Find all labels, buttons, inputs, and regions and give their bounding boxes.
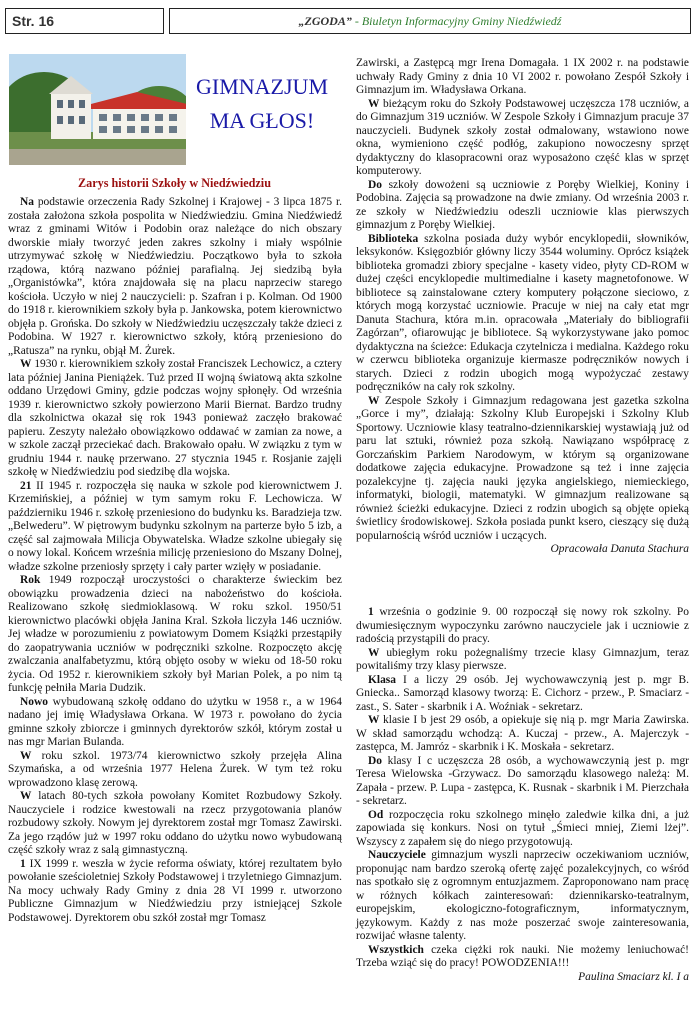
signature: Paulina Smaciarz kl. I a bbox=[578, 970, 689, 983]
paragraph: 21 II 1945 r. rozpoczęła się nauka w szkole pod kierownictwem J. Krzemińskiej, a później w tym samym roku F. Lechowicza. W październiku 1946 r. szkołę przeniesiono do budynku ks. Baradzieja tzw. „Belwederu”. W piętrowym budynku szkolnym na parterze było 5 izb, a część sal zajmowała Milicja Obywatelska. Władze szkolne ubiegały się o nowy lokal. Końcem września milicję przeniesiono do Mszany Dolnej, władze szkolne przeniosły sprzęty i cały parter wzięły w posiadanie. bbox=[8, 479, 342, 573]
paragraph: W Zespole Szkoły i Gimnazjum redagowana jest gazetka szkolna „Gorce i my”, działają: Szkolny Klub Europejski i Szkolny Klub Sportowy. Uczniowie klasy teatralno-dziennikarskiej wystawiają już od paru lat sztuki, również poza szkołą. Nawiązano współpracę z Gorczańskim Parkiem Narodowym, w którym są organizowane dodatkowe zajęcia edukacyjne. Prowadzone są też i inne zajęcia pozalekcyjne tj. zajęcia nauki języka angielskiego, niemieckiego, informatyki, biologii, matematyki. W gimnazjum realizowane są również ścieżki edukacyjne. Dzieci z rodzin ubogich są objęte opieką świetlicy środowiskowej. Szkoła posiada punkt ksero, cieszący się dużą popularnością wśród uczniów i uczących. bbox=[356, 394, 689, 542]
bulletin-header bbox=[169, 8, 691, 34]
headline-line-1: GIMNAZJUM bbox=[196, 74, 328, 99]
bulletin-title bbox=[170, 14, 690, 29]
paragraph: W ubiegłym roku pożegnaliśmy trzecie klasy Gimnazjum, teraz powitaliśmy trzy klasy pierwsze. bbox=[356, 646, 689, 672]
paragraph: W latach 80-tych szkoła powołany Komitet Rozbudowy Szkoły. Nauczyciele i rodzice kwestowali na rzecz przygotowania planów rozbudowy szkoły. Nowym jej dyrektorem został mgr Tomasz Zawirski. Za jego rządów już w 1997 roku oddano do użytku nowo wybudowaną część szkoły wraz z salą gimnastyczną. bbox=[8, 790, 342, 856]
paragraph: 1 września o godzinie 9. 00 rozpoczął się nowy rok szkolny. Po dwumiesięcznym wypoczynku zarówno nauczyciele jak i uczniowie z radością przystąpili do pracy. bbox=[356, 606, 689, 645]
paragraph: Na podstawie orzeczenia Rady Szkolnej i Krajowej - 3 lipca 1875 r. została założona szkoła pospolita w Niedźwiedziu. Gmina Niedźwiedź wraz z gminami Witów i Podobin oraz należące do nich obszary dworskie miały tworzyć jeden zakres szkolny i miały wspólnie utrzymywać szkołę w Niedźwiedziu. Początkowo była to szkoła rządowa, którą nazwano później parafialną. Jej siedzibą była „Organistówka”, która znajdowała się na placu naprzeciw starego kościoła. Uczyło w niej 2 nauczycieli: p. Szafran i p. Kolman. Od 1900 do 1918 r. kierownikiem szkoły była p. Jankowska, potem kierownictwo objęła p. Grońska. Do szkoły w Niedźwiedziu uczęszczały także dzieci z Podobina. W 1927 r. kierownictwo szkoły, którą przeniesiono do „Ratusza” na rynku, objął M. Żurek. bbox=[8, 196, 342, 357]
paragraph: Do szkoły dowożeni są uczniowie z Poręby Wielkiej, Koniny i Podobina. Zajęcia są prowadzone na dwie zmiany. Od września 2003 r. ze szkoły w Niedźwiedziu odeszli uczniowie klas pierwszych gimnazjum z Poręby Wielkiej. bbox=[356, 178, 689, 231]
paragraph: Do klasy I c uczęszcza 28 osób, a wychowawczynią jest p. mgr Teresa Wielowska -Grzywacz. Do samorządu klasowego należą: M. Zapała - przew. P. Lupa - zastępca, K. Rusnak - skarbnik i M. Pierzchała - sekretarz. bbox=[356, 754, 689, 807]
signature: Opracowała Danuta Stachura bbox=[550, 543, 689, 555]
paragraph: Wszystkich czeka ciężki rok nauki. Nie możemy leniuchować! Trzeba wziąć się do pracy! POWODZENIA!!! bbox=[356, 943, 689, 969]
left-column bbox=[8, 196, 342, 925]
bulletin-name: „ZGODA” bbox=[298, 14, 352, 28]
paragraph: Zawirski, a Zastępcą mgr Irena Domagała. 1 IX 2002 r. na podstawie uchwały Rady Gminy z dnia 10 VI 2002 r. powołano Zespół Szkoły i Gimnazjum im. Władysława Orkana. bbox=[356, 57, 689, 96]
paragraph: W klasie I b jest 29 osób, a opiekuje się nią p. mgr Maria Zawirska. W skład samorządu wchodzą: A. Kuczaj - przew., A. Majerczyk - zastępca, M. Jamróz - skarbnik i K. Moskała - sekretarz. bbox=[356, 714, 689, 753]
right-column bbox=[356, 57, 689, 557]
headline-line-2: MA GŁOS! bbox=[209, 108, 315, 134]
school-building-illustration bbox=[9, 54, 186, 165]
paragraph: Nowo wybudowaną szkołę oddano do użytku w 1958 r., a w 1964 nadano jej imię Władysława Orkana. W 1973 r. powołano do życia gminne szkoły zbiorcze i gminnych dyrektorów szkół, którym został u nas mgr Marian Bulanda. bbox=[8, 695, 342, 748]
school-photo bbox=[9, 54, 186, 165]
paragraph: Klasa I a liczy 29 osób. Jej wychowawczynią jest p. mgr B. Gniecka.. Samorząd klasowy tworzą: E. Cichorz - przew., P. Smaciarz - zast., S. Sater - skarbnik i A. Woźniak - sekretarz. bbox=[356, 673, 689, 713]
paragraph: W roku szkol. 1973/74 kierownictwo szkoły przejęła Alina Szymańska, a od września 1977 Helena Żurek. W tym też roku wprowadzono klasę zerową. bbox=[8, 749, 342, 789]
paragraph: W 1930 r. kierownikiem szkoły został Franciszek Lechowicz, a cztery lata później Janina Pieniążek. Tuż przed II wojną światową akta szkolne oddano Urzędowi Gminy, gdzie podczas wojny spłonęły. Od września 1939 r. kierownictwo szkoły powierzono Marii Biernat. Bardzo trudny dla szkolnictwa okazał się rok 1943 ponieważ zaczęło brakować papieru. Zeszyty należało obowiązkowo oddawać w zamian za nowe, a w szkole zaczął przeciekać dach. Brakowało opału. W związku z tym w grudniu 1944 r. naukę przerwano. 27 stycznia 1945 r. Rosjanie zajęli szkołę w Niedźwiedziu pod siedzibę dla wojska. bbox=[8, 358, 342, 478]
paragraph: Od rozpoczęcia roku szkolnego minęło zaledwie kilka dni, a już zapowiada się konkurs. Nosi on tytuł „Śmieci mniej, Ziemi lżej”. Wszyscy z zapałem się do niego przygotowują. bbox=[356, 808, 689, 848]
headline bbox=[188, 70, 336, 138]
paragraph: Nauczyciele gimnazjum wyszli naprzeciw oczekiwaniom uczniów, proponując nam bardzo szeroką ofertę zajęć pozalekcyjnych, co wśród nas spotkało się z ogromnym entuzjazmem. Zaproponowano nam pracę w różnych kółkach zainteresowań: dziennikarsko-teatralnym, europejskim, ekologiczno-fotograficznym, informatycznym, językowym. Każdy z nas może poszerzać swoje zainteresowania, rozwijać własne talenty. bbox=[356, 849, 689, 942]
paragraph: 1 IX 1999 r. weszła w życie reforma oświaty, której rezultatem było powołanie sześcioletniej Szkoły Podstawowej i trzyletniego Gimnazjum. Na mocy uchwały Rady Gminy z dnia 28 VI 1999 r. utworzono Publiczne Gimnazjum w Niedźwiedziu przy istniejącej Szkole Podstawowej. Dyrektorem obu szkół został mgr Tomasz bbox=[8, 857, 342, 924]
paragraph: Rok 1949 rozpoczął uroczystości o charakterze świeckim bez obowiązku prowadzenia dzieci na nabożeństwo do kościoła. Realizowano szkołę siedmioklasową. W roku szkol. 1950/51 kierownictwo placówki objęła Janina Kral. Szkoła liczyła 146 uczniów. Jej władze w porozumieniu z powiatowym Domem Książki przestąpiły do zaopatrywania uczniów w podręczniki szkolne. Rozpoczęto akcję zwalczania analfabetyzmu, którą objęto osoby w wieku od 18-50 roku życia. Od 1952 r. kierownikiem szkoły był Marian Polek, a po nim tą funkcję pełniła Maria Dudzik. bbox=[8, 574, 342, 694]
paragraph: W bieżącym roku do Szkoły Podstawowej uczęszcza 178 uczniów, a do Gimnazjum 319 uczniów. W Zespole Szkoły i Gimnazjum pracuje 37 nauczycieli. Budynek szkoły został odmalowany, wstawiono nowe okna, wymieniono część podłóg, zakupiono nowoczesny sprzęt dydaktyczny do klasopracowni oraz wyposażono część klas w sprzęt komputerowy. bbox=[356, 97, 689, 177]
page-number-box bbox=[5, 8, 164, 34]
bulletin-subtitle: - Biuletyn Informacyjny Gminy Niedźwiedź bbox=[351, 14, 562, 28]
right-column-article-2 bbox=[356, 606, 689, 984]
section-title: Zarys historii Szkoły w Niedźwiedziu bbox=[78, 176, 271, 190]
page-number: Str. 16 bbox=[12, 13, 55, 29]
paragraph: Biblioteka szkolna posiada duży wybór encyklopedii, słowników, leksykonów. Księgozbiór główny liczy 3544 woluminy. Oprócz książek biblioteka gromadzi zbiory specjalne - kasety video, płyty CD-ROM w dużej części encyklopedie multimedialne i kasety magnetofonowe. W bibliotece są zainstalowane cztery komputery połączone sieciowo, z których mogą korzystać uczniowie. Pracuje w niej na cały etat mgr Danuta Stachura, która m.in. opracowała „Materiały do bibliografii Zagórzan”, ofiarowując je bibliotece. Są wykorzystywane jako pomoc dydaktyczna na ścieżce: Edukacja czytelnicza i medialna. Każdego roku w czerwcu biblioteka organizuje kiermasze podręczników nowych i starych. Dzieci z rodzin ubogich mogą wypożyczać zestawy podręczników na cały rok szkolny. bbox=[356, 232, 689, 393]
